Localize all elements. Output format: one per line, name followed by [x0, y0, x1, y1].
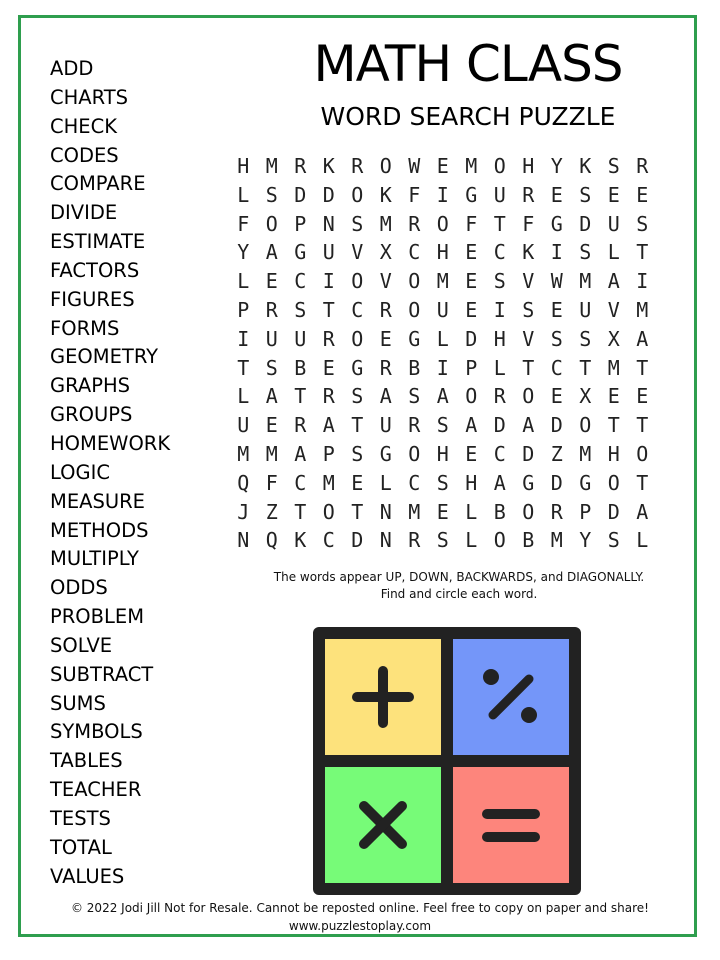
word-item: VALUES [50, 864, 125, 888]
grid-letter: M [265, 441, 278, 466]
word-item: CODES [50, 143, 119, 167]
grid-letter: I [493, 297, 506, 322]
grid-letter: R [294, 413, 307, 438]
grid-letter: G [465, 182, 478, 207]
grid-letter: C [294, 470, 307, 495]
grid-letter: R [408, 528, 421, 553]
grid-letter: A [265, 240, 278, 265]
grid-letter: X [379, 240, 392, 265]
grid-letter: S [294, 297, 307, 322]
grid-letter: D [294, 182, 307, 207]
grid-letter: U [579, 297, 592, 322]
grid-letter: T [607, 413, 620, 438]
grid-letter: D [550, 470, 563, 495]
grid-letter: O [265, 211, 278, 236]
word-item: PROBLEM [50, 605, 145, 629]
grid-letter: V [607, 297, 620, 322]
grid-letter: Y [550, 154, 563, 178]
grid-letter: O [493, 528, 506, 553]
grid-letter: F [465, 211, 478, 236]
grid-letter: D [579, 211, 592, 236]
grid-letter: E [351, 470, 364, 495]
grid-letter: Q [265, 528, 278, 553]
grid-letter: T [237, 355, 250, 380]
grid-letter: V [522, 326, 535, 351]
grid-letter: T [636, 240, 649, 265]
word-list [50, 55, 170, 891]
grid-letter: M [550, 528, 563, 553]
grid-letter: Y [579, 528, 592, 553]
grid-letter: N [322, 211, 335, 236]
grid-letter: O [379, 154, 392, 178]
calculator-graphic [313, 627, 581, 895]
grid-letter: C [493, 441, 506, 466]
grid-letter: O [579, 413, 592, 438]
grid-letter: W [550, 269, 563, 294]
grid-letter: D [322, 182, 335, 207]
website-url: www.puzzlestoplay.com [288, 919, 432, 933]
grid-letter: H [436, 240, 449, 265]
grid-letter: R [322, 384, 335, 409]
grid-letter: V [351, 240, 364, 265]
grid-letter: R [408, 211, 421, 236]
grid-letter: O [493, 154, 506, 178]
grid-letter: R [550, 499, 563, 524]
grid-letter: M [607, 355, 620, 380]
grid-letter: D [522, 441, 535, 466]
grid-letter: R [379, 355, 392, 380]
grid-letter: E [636, 182, 649, 207]
grid-letter: B [294, 355, 307, 380]
grid-letter: H [436, 441, 449, 466]
grid-letter: A [265, 384, 278, 409]
grid-letter: F [237, 211, 250, 236]
grid-letter: O [465, 384, 478, 409]
grid-letter: B [522, 528, 535, 553]
grid-letter: A [465, 413, 478, 438]
grid-letter: N [237, 528, 250, 553]
grid-letter: A [493, 470, 506, 495]
grid-letter: R [265, 297, 278, 322]
grid-letter: C [351, 297, 364, 322]
grid-letter: Q [237, 470, 250, 495]
grid-letter: T [636, 470, 649, 495]
grid-letter: E [436, 154, 449, 178]
grid-letter: M [579, 441, 592, 466]
grid-letter: E [636, 384, 649, 409]
grid-letter: R [408, 413, 421, 438]
grid-letter: C [408, 240, 421, 265]
grid-letter: N [379, 528, 392, 553]
grid-letter: S [436, 413, 449, 438]
grid-letter: I [436, 355, 449, 380]
grid-letter: L [237, 269, 250, 294]
grid-letter: E [322, 355, 335, 380]
grid-letter: A [322, 413, 335, 438]
grid-letter: R [522, 182, 535, 207]
grid-letter: K [294, 528, 307, 553]
grid-letter: M [379, 211, 392, 236]
grid-letter: S [493, 269, 506, 294]
grid-letter: O [607, 470, 620, 495]
word-item: HOMEWORK [50, 431, 171, 455]
grid-letter: L [465, 528, 478, 553]
grid-letter: S [579, 182, 592, 207]
grid-letter: E [465, 297, 478, 322]
grid-letter: L [436, 326, 449, 351]
grid-letter: H [493, 326, 506, 351]
grid-letter: U [607, 211, 620, 236]
grid-letter: G [294, 240, 307, 265]
grid-letter: S [351, 441, 364, 466]
grid-letter: F [522, 211, 535, 236]
grid-letter: S [522, 297, 535, 322]
grid-letter: W [408, 154, 421, 178]
grid-letter: T [636, 413, 649, 438]
grid-letter: K [579, 154, 592, 178]
grid-letter: A [436, 384, 449, 409]
grid-letter: O [522, 384, 535, 409]
grid-letter: H [465, 470, 478, 495]
grid-letter: C [493, 240, 506, 265]
grid-letter: L [465, 499, 478, 524]
word-item: SUBTRACT [50, 662, 154, 686]
grid-letter: S [636, 211, 649, 236]
grid-letter: A [294, 441, 307, 466]
grid-letter: F [408, 182, 421, 207]
grid-letter: V [379, 269, 392, 294]
grid-letter: A [379, 384, 392, 409]
grid-letter: E [465, 240, 478, 265]
grid-letter: S [265, 182, 278, 207]
grid-letter: S [436, 470, 449, 495]
grid-letter: C [408, 470, 421, 495]
grid-letter: T [351, 499, 364, 524]
grid-letter: S [408, 384, 421, 409]
grid-letter: D [550, 413, 563, 438]
grid-letter: P [237, 297, 250, 322]
grid-letter: G [550, 211, 563, 236]
grid-letter: M [237, 441, 250, 466]
grid-letter: C [550, 355, 563, 380]
grid-letter: U [265, 326, 278, 351]
grid-letter: O [636, 441, 649, 466]
grid-letter: U [436, 297, 449, 322]
copyright-text: © 2022 Jodi Jill Not for Resale. Cannot be reposted online. Feel free to copy on paper and share! [70, 901, 649, 915]
grid-letter: S [607, 154, 620, 178]
grid-letter: E [379, 326, 392, 351]
grid-letter: P [465, 355, 478, 380]
grid-letter: S [265, 355, 278, 380]
grid-letter: E [607, 384, 620, 409]
grid-letter: O [322, 499, 335, 524]
percent-icon [453, 639, 569, 755]
grid-letter: U [493, 182, 506, 207]
grid-letter: U [237, 413, 250, 438]
grid-letter: Z [550, 441, 563, 466]
word-item: COMPARE [50, 172, 146, 196]
word-item: METHODS [50, 518, 149, 542]
grid-letter: J [237, 499, 250, 524]
grid-letter: O [436, 211, 449, 236]
grid-letter: K [322, 154, 335, 178]
equals-tile [453, 767, 569, 883]
grid-letter: S [436, 528, 449, 553]
grid-letter: E [436, 499, 449, 524]
percent-tile [453, 639, 569, 755]
word-item: MEASURE [50, 489, 146, 513]
grid-letter: O [351, 182, 364, 207]
grid-letter: I [636, 269, 649, 294]
grid-letter: L [379, 470, 392, 495]
grid-letter: L [237, 384, 250, 409]
grid-letter: H [237, 154, 250, 178]
grid-letter: P [579, 499, 592, 524]
grid-letter: I [550, 240, 563, 265]
grid-letter: S [579, 240, 592, 265]
grid-letter: C [294, 269, 307, 294]
grid-letter: Y [237, 240, 250, 265]
word-item: SYMBOLS [50, 720, 143, 744]
word-item: CHARTS [50, 85, 129, 109]
word-item: TABLES [50, 749, 123, 773]
grid-letter: U [379, 413, 392, 438]
footer [40, 899, 680, 935]
grid-letter: S [579, 326, 592, 351]
grid-letter: A [636, 499, 649, 524]
grid-letter: R [379, 297, 392, 322]
grid-letter: A [607, 269, 620, 294]
word-item: SUMS [50, 691, 106, 715]
word-item: ESTIMATE [50, 230, 146, 254]
grid-letter: M [408, 499, 421, 524]
plus-tile [325, 639, 441, 755]
grid-letter: P [322, 441, 335, 466]
grid-letter: L [237, 182, 250, 207]
page-title: MATH CLASS [313, 35, 623, 93]
word-item: GEOMETRY [50, 345, 159, 369]
grid-letter: Z [265, 499, 278, 524]
word-item: TESTS [50, 806, 111, 830]
grid-letter: T [522, 355, 535, 380]
grid-letter: M [579, 269, 592, 294]
grid-letter: B [493, 499, 506, 524]
grid-letter: G [579, 470, 592, 495]
letter-grid [229, 152, 657, 555]
grid-letter: E [265, 413, 278, 438]
grid-letter: S [607, 528, 620, 553]
instructions-line-1: The words appear UP, DOWN, BACKWARDS, and DIAGONALLY. [273, 570, 645, 584]
grid-letter: E [607, 182, 620, 207]
grid-letter: L [607, 240, 620, 265]
grid-letter: R [636, 154, 649, 178]
grid-letter: H [522, 154, 535, 178]
word-item: GRAPHS [50, 374, 131, 398]
grid-letter: O [522, 499, 535, 524]
word-item: GROUPS [50, 403, 133, 427]
grid-letter: T [636, 355, 649, 380]
grid-letter: O [351, 269, 364, 294]
grid-letter: S [351, 211, 364, 236]
grid-letter: M [265, 154, 278, 178]
instructions-line-2: Find and circle each word. [380, 587, 538, 601]
grid-letter: M [322, 470, 335, 495]
grid-letter: D [493, 413, 506, 438]
grid-letter: G [522, 470, 535, 495]
word-item: SOLVE [50, 633, 113, 657]
grid-letter: U [322, 240, 335, 265]
grid-letter: U [294, 326, 307, 351]
grid-letter: O [408, 297, 421, 322]
grid-letter: D [351, 528, 364, 553]
word-item: TOTAL [50, 835, 112, 859]
grid-letter: T [322, 297, 335, 322]
grid-letter: R [351, 154, 364, 178]
grid-letter: S [351, 384, 364, 409]
word-item: MULTIPLY [50, 547, 139, 571]
grid-letter: L [636, 528, 649, 553]
word-item: FACTORS [50, 258, 140, 282]
grid-letter: E [550, 182, 563, 207]
grid-letter: I [322, 269, 335, 294]
grid-letter: A [636, 326, 649, 351]
equals-icon [453, 767, 569, 883]
grid-letter: E [265, 269, 278, 294]
grid-letter: I [237, 326, 250, 351]
grid-letter: E [465, 269, 478, 294]
grid-letter: O [351, 326, 364, 351]
instructions [230, 569, 688, 603]
grid-letter: N [379, 499, 392, 524]
grid-letter: A [522, 413, 535, 438]
grid-letter: E [465, 441, 478, 466]
word-item: FORMS [50, 316, 120, 340]
word-item: LOGIC [50, 460, 110, 484]
grid-letter: T [294, 384, 307, 409]
word-item: DIVIDE [50, 201, 118, 225]
grid-letter: T [493, 211, 506, 236]
grid-letter: M [436, 269, 449, 294]
grid-letter: I [436, 182, 449, 207]
grid-letter: B [408, 355, 421, 380]
grid-letter: E [550, 384, 563, 409]
grid-letter: F [265, 470, 278, 495]
grid-letter: H [607, 441, 620, 466]
grid-letter: G [379, 441, 392, 466]
grid-letter: T [351, 413, 364, 438]
word-item: ADD [50, 57, 94, 80]
grid-letter: K [379, 182, 392, 207]
grid-letter: M [636, 297, 649, 322]
word-item: TEACHER [50, 778, 142, 802]
grid-letter: D [607, 499, 620, 524]
grid-letter: S [550, 326, 563, 351]
grid-letter: G [351, 355, 364, 380]
grid-letter: M [465, 154, 478, 178]
grid-letter: T [294, 499, 307, 524]
multiply-tile [325, 767, 441, 883]
grid-letter: X [607, 326, 620, 351]
grid-letter: O [408, 269, 421, 294]
grid-letter: E [550, 297, 563, 322]
grid-letter: G [408, 326, 421, 351]
grid-letter: P [294, 211, 307, 236]
grid-letter: O [408, 441, 421, 466]
grid-letter: V [522, 269, 535, 294]
word-item: FIGURES [50, 287, 135, 311]
word-item: ODDS [50, 576, 108, 600]
grid-letter: K [522, 240, 535, 265]
grid-letter: L [493, 355, 506, 380]
grid-letter: T [579, 355, 592, 380]
grid-letter: D [465, 326, 478, 351]
grid-letter: X [579, 384, 592, 409]
grid-letter: R [493, 384, 506, 409]
grid-letter: R [322, 326, 335, 351]
plus-icon [325, 639, 441, 755]
multiply-icon [325, 767, 441, 883]
word-item: CHECK [50, 114, 118, 138]
page-subtitle: WORD SEARCH PUZZLE [320, 102, 616, 131]
grid-letter: R [294, 154, 307, 178]
grid-letter: C [322, 528, 335, 553]
